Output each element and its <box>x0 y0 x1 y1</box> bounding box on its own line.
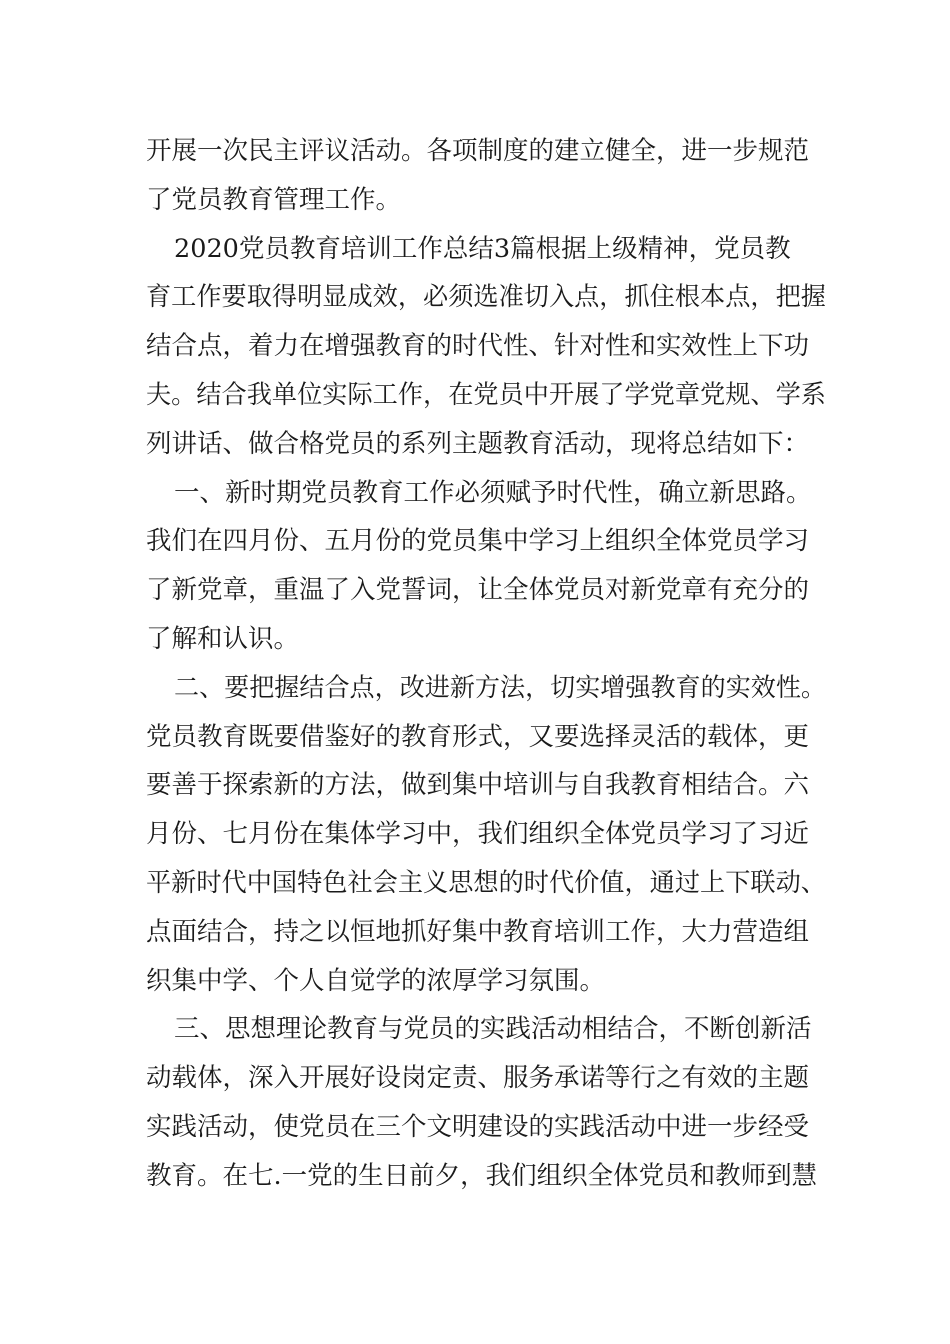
text-line: 我们在四月份、五月份的党员集中学习上组织全体党员学习 <box>146 526 810 557</box>
text-line: 要善于探索新的方法，做到集中培训与自我教育相结合。六 <box>146 770 810 801</box>
text-line: 育工作要取得明显成效，必须选准切入点，抓住根本点，把握 <box>146 282 826 313</box>
text-line: 实践活动，使党员在三个文明建设的实践活动中进一步经受 <box>146 1111 810 1142</box>
text-line: 党员教育既要借鉴好的教育形式，又要选择灵活的载体，更 <box>146 721 810 752</box>
text-line: 2020党员教育培训工作总结3篇根据上级精神，党员教 <box>174 233 791 264</box>
text-line: 平新时代中国特色社会主义思想的时代价值，通过上下联动、 <box>146 867 826 898</box>
text-line: 了解和认识。 <box>146 623 300 654</box>
text-line: 点面结合，持之以恒地抓好集中教育培训工作，大力营造组 <box>146 916 810 947</box>
text-line: 了党员教育管理工作。 <box>146 184 402 215</box>
text-line: 开展一次民主评议活动。各项制度的建立健全，进一步规范 <box>146 136 810 166</box>
document-body <box>146 127 826 1201</box>
text-line: 教育。在七.一党的生日前夕，我们组织全体党员和教师到慧 <box>146 1160 818 1191</box>
text-line: 月份、七月份在集体学习中，我们组织全体党员学习了习近 <box>146 819 810 850</box>
text-line: 三、思想理论教育与党员的实践活动相结合，不断创新活 <box>174 1014 812 1045</box>
text-line: 结合点，着力在增强教育的时代性、针对性和实效性上下功 <box>146 331 810 362</box>
text-line: 夫。结合我单位实际工作，在党员中开展了学党章党规、学系 <box>146 379 826 410</box>
text-line: 一、新时期党员教育工作必须赋予时代性，确立新思路。 <box>174 477 812 508</box>
text-line: 列讲话、做合格党员的系列主题教育活动，现将总结如下： <box>146 428 810 459</box>
text-line: 织集中学、个人自觉学的浓厚学习氛围。 <box>146 965 606 996</box>
text-line: 动载体，深入开展好设岗定责、服务承诺等行之有效的主题 <box>146 1063 810 1094</box>
text-line: 了新党章，重温了入党誓词，让全体党员对新党章有充分的 <box>146 575 810 606</box>
text-line: 二、要把握结合点，改进新方法，切实增强教育的实效性。 <box>174 672 827 703</box>
